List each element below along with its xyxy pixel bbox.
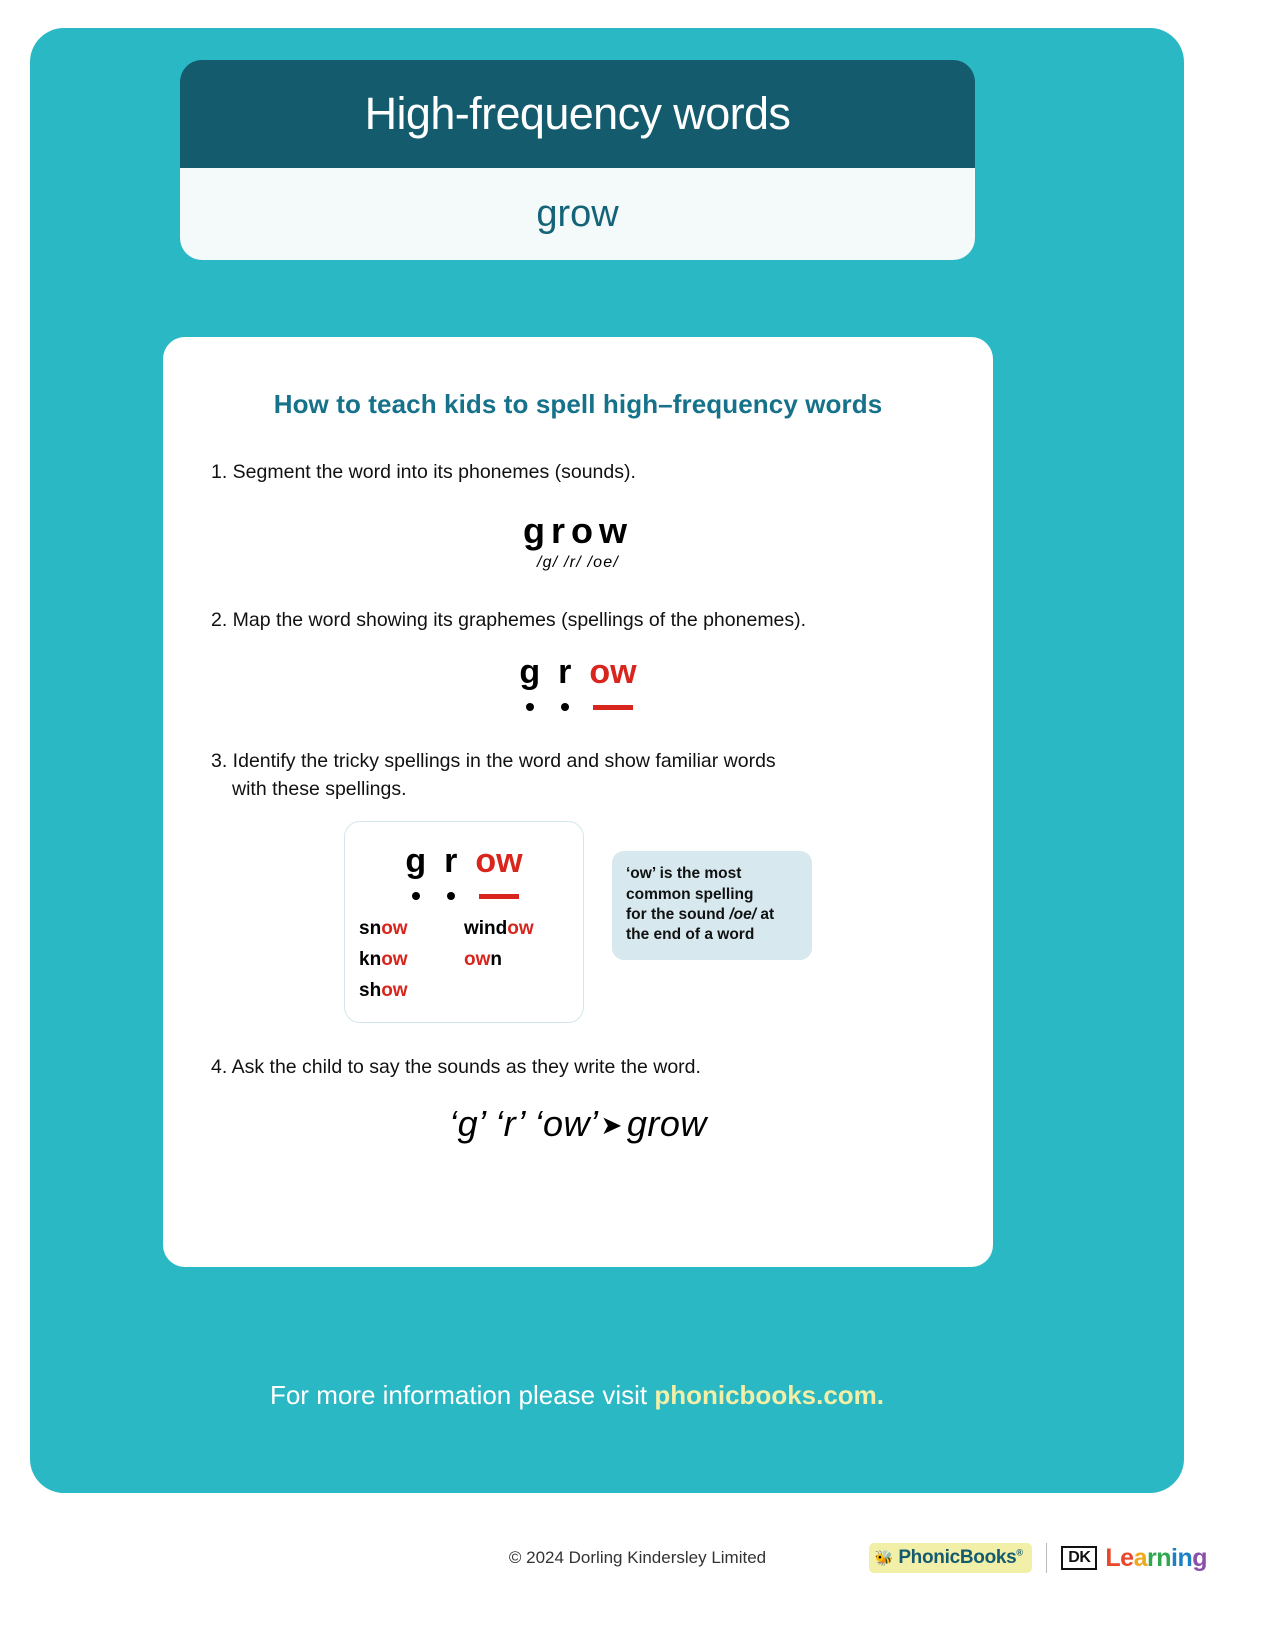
step-2-text: 2. Map the word showing its graphemes (spellings of the phonemes). (211, 609, 807, 632)
tip-line-1: ‘ow’ is the most (626, 865, 742, 883)
page-title: High-frequency words (364, 88, 791, 139)
grapheme-glyph: g (519, 652, 541, 691)
header-block (180, 60, 975, 260)
examples-box (344, 821, 584, 1023)
step-4-text: 4. Ask the child to say the sounds as they write the word. (211, 1056, 701, 1079)
grapheme-cell (405, 844, 426, 900)
spelling-tip-box (612, 851, 812, 960)
example-word-grid (345, 918, 583, 1002)
grapheme-map-step2 (163, 652, 993, 711)
blend-display (163, 1103, 993, 1145)
grapheme-cell (444, 844, 457, 900)
grapheme-glyph: ow (475, 842, 523, 881)
dk-learning-word: Learning (1105, 1543, 1207, 1572)
tip-line-4: the end of a word (626, 926, 755, 944)
dk-box-text: DK (1061, 1546, 1097, 1570)
digraph-bar-marker (479, 894, 519, 899)
header-title-bar (180, 60, 975, 168)
step-3-line-2: with these spellings. (232, 777, 407, 800)
logo-group (869, 1543, 1207, 1573)
poster-footer (0, 1380, 1154, 1411)
phoneme-dot-marker (526, 703, 534, 711)
grapheme-map-step3 (345, 844, 583, 900)
segment-sounds: /g/ /r/ /oe/ (537, 554, 619, 572)
example-word: show (359, 980, 408, 1002)
content-card (163, 337, 993, 1267)
tip-line-2: common spelling (626, 885, 754, 903)
logo-divider (1046, 1543, 1048, 1573)
segment-display (163, 510, 993, 572)
grapheme-cell-highlighted (475, 844, 522, 899)
grapheme-glyph: ow (589, 652, 637, 691)
phonicbooks-logo (869, 1543, 1032, 1573)
examples-row (163, 821, 993, 1023)
grapheme-glyph: r (444, 842, 458, 881)
grapheme-cell (519, 652, 541, 711)
step-1-text: 1. Segment the word into its phonemes (sounds). (211, 461, 636, 483)
phonicbooks-logo-text: PhonicBooks® (898, 1547, 1023, 1568)
phoneme-dot-marker (561, 703, 569, 711)
phoneme-dot-marker (447, 892, 455, 900)
copyright-text: © 2024 Dorling Kindersley Limited (508, 1548, 767, 1567)
grapheme-glyph: r (558, 652, 572, 691)
step-3-text (211, 747, 993, 804)
header-word-bar (180, 168, 975, 260)
step-3-line-1: 3. Identify the tricky spellings in the word and show familiar words (211, 749, 776, 772)
content-heading: How to teach kids to spell high–frequency words (273, 389, 883, 419)
blend-result: grow (626, 1103, 707, 1145)
arrow-icon: ➤ (600, 1110, 623, 1141)
blend-sounds: ‘g’ ‘r’ ‘ow’ (449, 1103, 599, 1145)
footer-text: For more information please visit (269, 1380, 655, 1410)
grapheme-cell-highlighted (589, 652, 637, 710)
grapheme-glyph: g (405, 842, 427, 881)
bottom-bar (0, 1513, 1275, 1603)
bee-icon: 🐝 (874, 1549, 894, 1567)
segment-word: grow (523, 510, 633, 552)
dk-learning-logo (1061, 1544, 1207, 1573)
example-word: own (464, 949, 502, 971)
target-word: grow (536, 192, 619, 235)
tip-line-3: for the sound /oe/ at (626, 905, 775, 923)
grapheme-cell (558, 652, 572, 711)
example-word: window (464, 918, 534, 940)
example-word: snow (359, 918, 408, 940)
example-word: know (359, 949, 408, 971)
footer-website-link[interactable]: phonicbooks.com. (654, 1380, 885, 1410)
example-word-empty (464, 980, 569, 1002)
phoneme-dot-marker (412, 892, 420, 900)
digraph-bar-marker (593, 705, 633, 710)
